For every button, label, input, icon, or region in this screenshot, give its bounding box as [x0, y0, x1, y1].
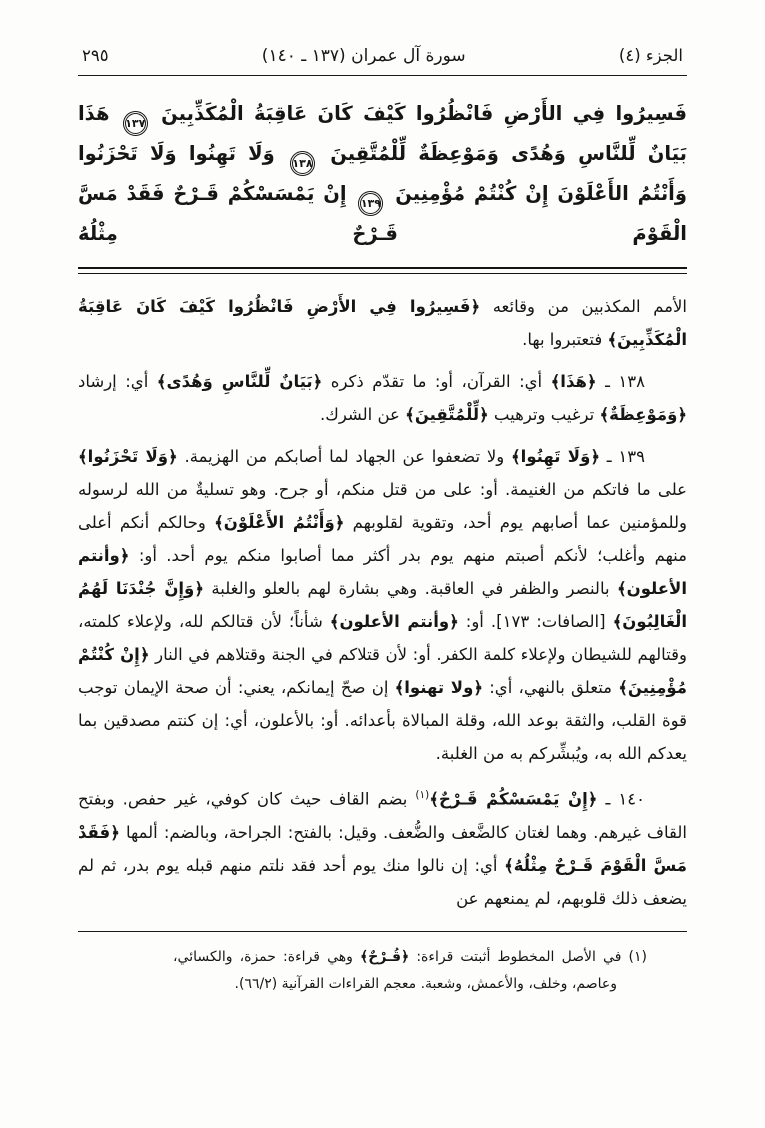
text-run: الأمم المكذبين من وقائعه — [480, 297, 688, 316]
footnote-marker: (١) — [415, 789, 430, 801]
quran-quote: ﴿وَلَا تَهِنُوا﴾ — [511, 447, 600, 466]
quran-quote: ﴿لِّلْمُتَّقِينَ﴾ — [405, 405, 489, 424]
quran-quote: ﴿وَمَوْعِظَةٌ﴾ — [599, 405, 687, 424]
text-run: فتعتبروا بها. — [522, 330, 608, 349]
text-run: وَلَا تَهِنُوا وَلَا تَحْزَنُوا وَأَنْتُمُ الأَعْلَوْنَ إِنْ كُنْتُمْ مُؤْمِنِينَ — [78, 142, 687, 205]
ayah-number-medallion: ١٣٨ — [290, 151, 315, 176]
quran-quote: ﴿بَيَانٌ لِّلنَّاسِ وَهُدًى﴾ — [156, 372, 323, 391]
text-run: [الصافات: ١٧٣]. أو: — [458, 612, 613, 631]
text-run: (١) في الأصل المخطوط أثبتت قراءة: — [409, 948, 647, 965]
quran-quote: ﴿وَأَنْتُمُ الأَعْلَوْنَ﴾ — [214, 513, 345, 532]
commentary-paragraph — [78, 440, 687, 770]
commentary-paragraph — [78, 365, 687, 431]
text-run: ترغيب وترهيب — [488, 405, 600, 424]
quran-quote: ﴿إِنْ كُنْتُمْ مُؤْمِنِينَ﴾ — [78, 645, 687, 697]
quran-quote: ﴿فَسِيرُوا فِي الأَرْضِ فَانْظُرُوا كَيْفَ كَانَ عَاقِبَةُ الْمُكَذِّبِينَ﴾ — [78, 297, 687, 349]
quran-quote: ﴿قُـرْحٌ﴾ — [360, 948, 410, 965]
quran-quote: ﴿هَذَا﴾ — [550, 372, 597, 391]
quran-quote: ﴿وَإِنَّ جُنْدَنَا لَهُمُ الْغَالِبُونَ﴾ — [78, 579, 687, 631]
footnote-rule — [78, 931, 687, 932]
quran-verses — [78, 96, 687, 252]
text-run: شأناً؛ لأن قتالكم لله، ولإعلاء كلمته، وقتالهم للشيطان ولإعلاء كلمة الكفر. أو: لأن قتلاكم في الجنة وقتلاهم في النار — [78, 612, 688, 664]
ayah-number-medallion: ١٣٩ — [358, 191, 383, 216]
surah-title: سورة آل عمران (١٣٧ ـ ١٤٠) — [261, 46, 466, 66]
text-run: وحالكم أنكم أعلى منهم وأغلب؛ لأنكم أصبتم منهم يوم بدر أكثر مما أصابوا منكم يوم أحد. أو: — [78, 513, 687, 565]
quran-quote: ﴿وأنتم الأعلون﴾ — [78, 546, 687, 598]
header-rule — [78, 75, 687, 76]
text-run: أي: إرشاد — [78, 372, 157, 391]
quran-quote: ﴿ولا تهنوا﴾ — [394, 678, 484, 697]
text-run: هَذَا بَيَانٌ لِّلنَّاسِ وَهُدًى وَمَوْعِظَةٌ لِّلْمُتَّقِينَ — [78, 102, 688, 165]
text-run: أي: إن نالوا منك يوم أحد فقد نلتم منهم قبله يوم بدر، ثم لم يضعف ذلك قلوبهم، لم يمنعهم عن — [78, 855, 687, 908]
text-run: فَسِيرُوا فِي الأَرْضِ فَانْظُرُوا كَيْفَ كَانَ عَاقِبَةُ الْمُكَذِّبِينَ — [150, 102, 687, 125]
text-run: بضم القاف حيث كان كوفي، غير حفص. وبفتح القاف غيرهم. وهما لغتان كالضَّعف والضُّعف. وقيل: بالفتح: الجراحة، وبالضم: ألمها — [78, 789, 687, 842]
commentary-paragraph — [78, 290, 687, 356]
text-run: وهي قراءة: حمزة، والكسائي، وعاصم، وخلف، والأعمش، وشعبة. معجم القراءات القرآنية (٦٦/٢). — [173, 948, 617, 992]
ayah-number-medallion: ١٣٧ — [123, 111, 148, 136]
quran-quote: ﴿فَقَدْ مَسَّ الْقَوْمَ قَـرْحٌ مِثْلُهُ﴾ — [78, 822, 687, 875]
text-run: إِنْ يَمْسَسْكُمْ قَـرْحٌ فَقَدْ مَسَّ الْقَوْمَ قَـرْحٌ مِثْلُهُ — [78, 182, 687, 245]
page-number: ٢٩٥ — [82, 46, 109, 65]
text-run: بالنصر والظفر في العاقبة. وهي بشارة لهم بالعلو والغلبة — [204, 579, 617, 598]
section-divider-rule — [78, 267, 687, 274]
commentary-paragraph — [78, 779, 687, 915]
text-run: إن صحّ إيمانكم، يعني: أن صحة الإيمان توجب قوة القلب، والثقة بوعد الله، وقلة المبالاة بأعدائه. أو: بالأعلون، أي: إن كنتم مصدقين بما يعدكم الله به، ويُبشِّركم به من الغلبة. — [78, 678, 687, 763]
text-run: أي: القرآن، أو: ما تقدّم ذكره — [322, 372, 551, 391]
footnote — [173, 944, 647, 998]
text-run: ١٣٩ ـ — [600, 447, 646, 466]
quran-quote: ﴿إِنْ يَمْسَسْكُمْ قَـرْحٌ﴾ — [429, 789, 598, 809]
text-run: ولا تضعفوا عن الجهاد لما أصابكم من الهزيمة. — [177, 447, 511, 466]
quran-quote: ﴿وأنتم الأعلون﴾ — [329, 612, 459, 631]
text-run: على ما فاتكم من الغنيمة. أو: على من قتل منكم، أو جرح. وهو تسليةٌ من الله لرسوله وللمؤمنين عما أصابهم يوم أحد، وتقوية لقلوبهم — [78, 480, 687, 532]
text-run: متعلق بالنهي، أي: — [483, 678, 619, 697]
text-run: عن الشرك. — [319, 405, 406, 424]
text-run: ١٤٠ ـ — [597, 789, 645, 809]
commentary — [78, 290, 687, 915]
juz-label: الجزء (٤) — [618, 46, 683, 65]
quran-quote: ﴿وَلَا تَحْزَنُوا﴾ — [78, 447, 178, 466]
page-header — [78, 46, 687, 75]
text-run: ١٣٨ ـ — [596, 372, 646, 391]
